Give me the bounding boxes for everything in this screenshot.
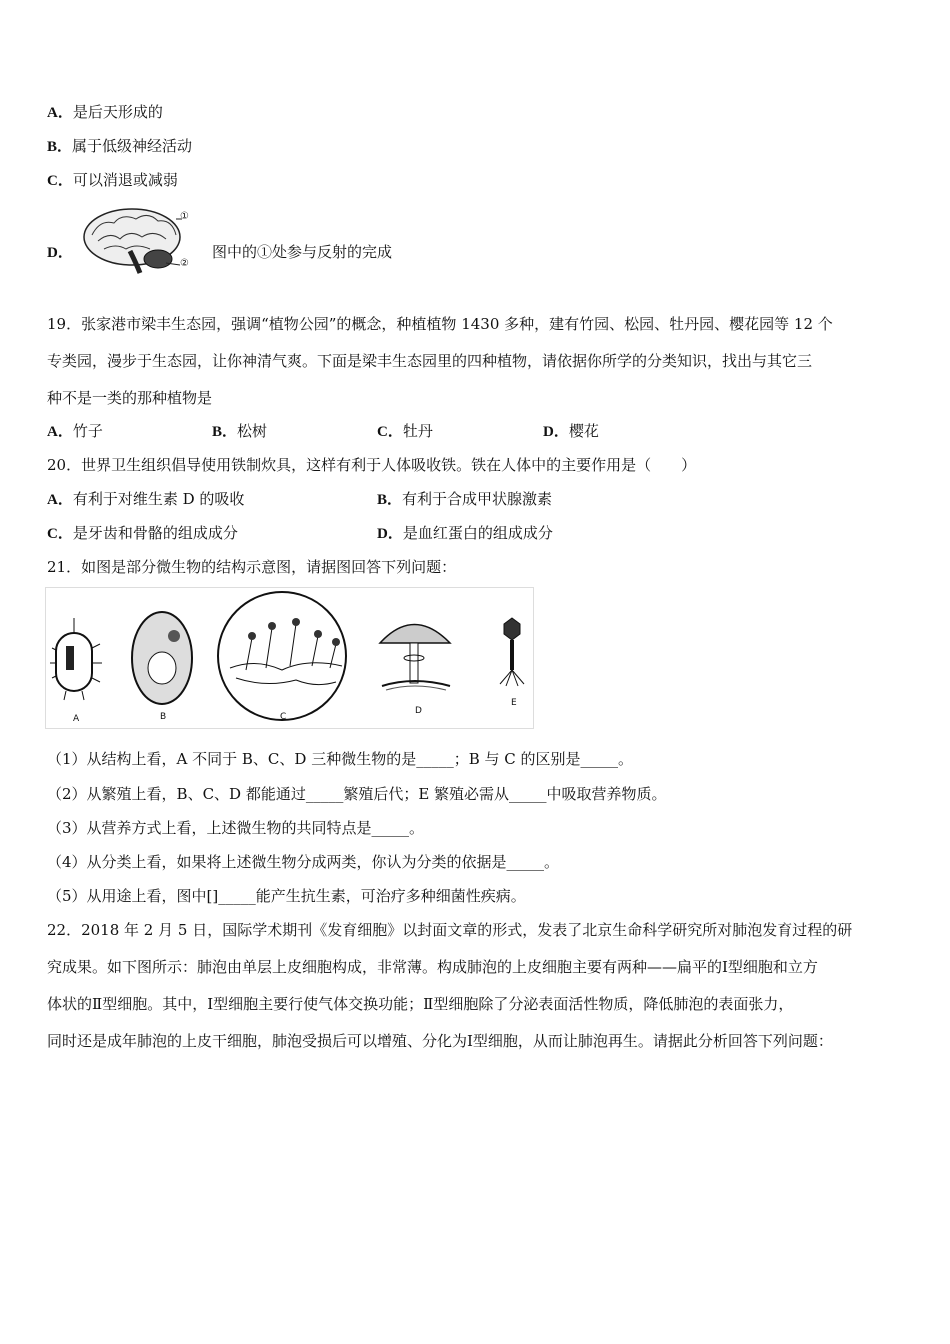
option-text: 松树 — [237, 422, 268, 440]
option-text: 是血红蛋白的组成成分 — [402, 524, 553, 542]
brain-figure — [80, 205, 190, 280]
mushroom-drawing — [380, 625, 450, 691]
option-text: 有利于合成甲状腺激素 — [402, 490, 553, 508]
q19-option-b — [212, 421, 267, 442]
q19-stem-line-1: 19．张家港市梁丰生态园，强调“植物公园”的概念，种植植物 1430 多种，建有竹园、松园、牡丹园、樱花园等 12 个 — [47, 315, 833, 333]
q19-option-c — [377, 421, 433, 442]
option-letter: C． — [47, 526, 73, 542]
option-text: 有利于对维生素 D 的吸收 — [72, 490, 245, 508]
option-letter: D． — [47, 245, 73, 261]
q22-line-3: 体状的Ⅱ型细胞。其中，Ⅰ型细胞主要行使气体交换功能；Ⅱ型细胞除了分泌表面活性物质，降低肺泡的表面张力， — [47, 995, 794, 1013]
figure-label-d: D — [415, 706, 422, 716]
q18-option-d-text: 图中的①处参与反射的完成 — [212, 243, 393, 261]
mold-drawing — [218, 592, 346, 720]
q18-option-d-letter — [47, 242, 73, 263]
microbe-figure — [45, 587, 534, 729]
option-text: 樱花 — [568, 422, 599, 440]
q21-sub-4: （4）从分类上看，如果将上述微生物分成两类，你认为分类的依据是_____。 — [47, 853, 560, 871]
option-text: 可以消退或减弱 — [72, 171, 178, 189]
q18-option-a — [47, 102, 163, 123]
q21-sub-3: （3）从营养方式上看，上述微生物的共同特点是_____。 — [47, 819, 425, 837]
figure-label-e: E — [511, 698, 517, 708]
q20-option-a — [47, 489, 244, 510]
q21-stem: 21．如图是部分微生物的结构示意图，请据图回答下列问题： — [47, 558, 457, 576]
q19-stem-line-2: 专类园，漫步于生态园，让你神清气爽。下面是梁丰生态园里的四种植物，请依据你所学的分类知识，找出与其它三 — [47, 352, 813, 370]
option-letter: B． — [377, 492, 403, 508]
q22-line-4: 同时还是成年肺泡的上皮干细胞，肺泡受损后可以增殖、分化为Ⅰ型细胞，从而让肺泡再生。请据此分析回答下列问题： — [47, 1032, 833, 1050]
figure-label-b: B — [160, 712, 167, 722]
option-letter: C． — [47, 173, 73, 189]
q20-stem: 20．世界卫生组织倡导使用铁制炊具，这样有利于人体吸收铁。铁在人体中的主要作用是（ ） — [47, 456, 697, 474]
option-text: 竹子 — [72, 422, 103, 440]
q19-options — [47, 421, 103, 442]
option-text: 是后天形成的 — [72, 103, 163, 121]
q20-option-d — [377, 523, 553, 544]
q19-option-d — [543, 421, 599, 442]
q22-line-1: 22．2018 年 2 月 5 日，国际学术期刊《发育细胞》以封面文章的形式，发表了北京生命科学研究所对肺泡发育过程的研 — [47, 921, 853, 939]
q21-sub-2: （2）从繁殖上看，B、C、D 都能通过_____繁殖后代；E 繁殖必需从_____中吸取营养物质。 — [47, 785, 667, 803]
option-letter: A． — [47, 105, 73, 121]
microbe-illustrations — [46, 588, 533, 728]
q19-stem-line-3: 种不是一类的那种植物是 — [47, 389, 213, 407]
option-text: 是牙齿和骨骼的组成成分 — [72, 524, 238, 542]
q20-option-b — [377, 489, 552, 510]
q21-sub-5: （5）从用途上看，图中[]_____能产生抗生素，可治疗多种细菌性疾病。 — [47, 887, 526, 905]
option-letter: D． — [543, 424, 569, 440]
option-text: 属于低级神经活动 — [72, 137, 193, 155]
option-letter: B． — [47, 139, 73, 155]
q18-option-b — [47, 136, 192, 157]
option-letter: B． — [212, 424, 238, 440]
option-letter: C． — [377, 424, 403, 440]
bacterium-drawing — [50, 618, 102, 700]
brain-illustration — [80, 205, 190, 280]
option-letter: D． — [377, 526, 403, 542]
option-letter: A． — [47, 492, 73, 508]
brain-label-1: ① — [180, 211, 189, 222]
option-letter: A． — [47, 424, 73, 440]
yeast-drawing — [132, 612, 192, 704]
figure-label-a: A — [73, 714, 80, 724]
phage-drawing — [500, 618, 524, 686]
figure-label-c: C — [280, 712, 287, 722]
option-text: 牡丹 — [402, 422, 433, 440]
q21-sub-1: （1）从结构上看，A 不同于 B、C、D 三种微生物的是_____；B 与 C 的区别是_____。 — [47, 750, 634, 768]
q20-option-c — [47, 523, 238, 544]
q18-option-c — [47, 170, 178, 191]
brain-label-2: ② — [180, 258, 189, 269]
q22-line-2: 究成果。如下图所示：肺泡由单层上皮细胞构成，非常薄。构成肺泡的上皮细胞主要有两种——扁平的Ⅰ型细胞和立方 — [47, 958, 818, 976]
